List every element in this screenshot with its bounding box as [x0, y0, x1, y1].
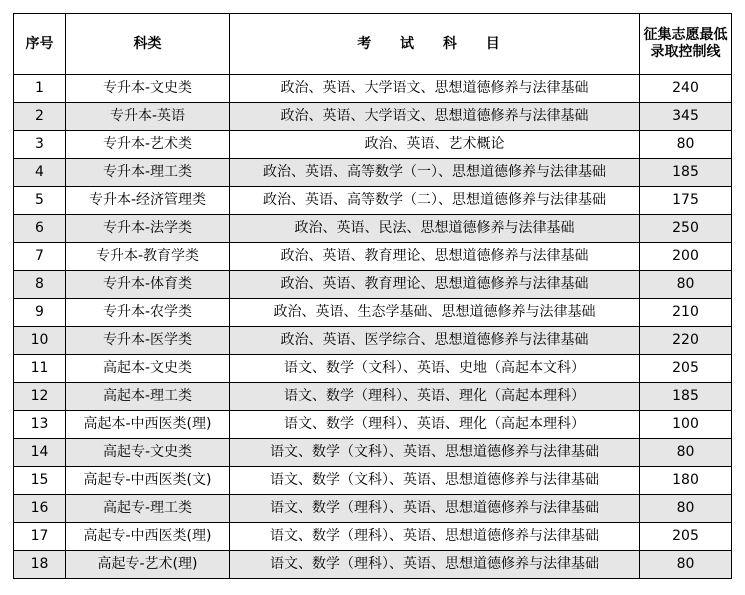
- row-number: 18: [14, 551, 66, 579]
- table-row: [14, 523, 732, 551]
- row-control-score: 80: [640, 495, 732, 523]
- row-control-score: 180: [640, 467, 732, 495]
- row-number: 2: [14, 103, 66, 131]
- row-number: 10: [14, 327, 66, 355]
- row-control-score: 345: [640, 103, 732, 131]
- header-control-line: 征集志愿最低录取控制线: [640, 14, 732, 75]
- row-control-score: 185: [640, 383, 732, 411]
- row-control-score: 250: [640, 215, 732, 243]
- row-subjects: 政治、英语、医学综合、思想道德修养与法律基础: [230, 327, 640, 355]
- row-control-score: 80: [640, 271, 732, 299]
- row-number: 17: [14, 523, 66, 551]
- table-row: [14, 299, 732, 327]
- header-category: 科类: [66, 14, 230, 75]
- row-control-score: 100: [640, 411, 732, 439]
- row-number: 9: [14, 299, 66, 327]
- table-row: [14, 467, 732, 495]
- table-row: [14, 103, 732, 131]
- row-number: 12: [14, 383, 66, 411]
- row-number: 5: [14, 187, 66, 215]
- row-category: 专升本-农学类: [66, 299, 230, 327]
- row-subjects: 政治、英语、艺术概论: [230, 131, 640, 159]
- row-number: 13: [14, 411, 66, 439]
- row-category: 专升本-医学类: [66, 327, 230, 355]
- table-row: [14, 75, 732, 103]
- row-subjects: 语文、数学（理科）、英语、思想道德修养与法律基础: [230, 523, 640, 551]
- header-subjects: 考 试 科 目: [230, 14, 640, 75]
- row-control-score: 200: [640, 243, 732, 271]
- row-subjects: 政治、英语、高等数学（一）、思想道德修养与法律基础: [230, 159, 640, 187]
- row-number: 15: [14, 467, 66, 495]
- row-category: 高起专-文史类: [66, 439, 230, 467]
- row-subjects: 政治、英语、高等数学（二）、思想道德修养与法律基础: [230, 187, 640, 215]
- row-number: 16: [14, 495, 66, 523]
- row-number: 1: [14, 75, 66, 103]
- table-row: [14, 551, 732, 579]
- header-no: 序号: [14, 14, 66, 75]
- row-category: 高起本-文史类: [66, 355, 230, 383]
- table-row: [14, 327, 732, 355]
- table-row: [14, 439, 732, 467]
- row-category: 专升本-教育学类: [66, 243, 230, 271]
- row-category: 高起本-理工类: [66, 383, 230, 411]
- row-control-score: 240: [640, 75, 732, 103]
- table-row: [14, 383, 732, 411]
- row-number: 14: [14, 439, 66, 467]
- row-subjects: 政治、英语、教育理论、思想道德修养与法律基础: [230, 243, 640, 271]
- row-subjects: 语文、数学（理科）、英语、理化（高起本理科）: [230, 411, 640, 439]
- row-control-score: 80: [640, 131, 732, 159]
- table-row: [14, 243, 732, 271]
- row-subjects: 语文、数学（文科）、英语、史地（高起本文科）: [230, 355, 640, 383]
- row-control-score: 220: [640, 327, 732, 355]
- row-subjects: 语文、数学（理科）、英语、理化（高起本理科）: [230, 383, 640, 411]
- row-subjects: 语文、数学（理科）、英语、思想道德修养与法律基础: [230, 495, 640, 523]
- row-number: 3: [14, 131, 66, 159]
- row-number: 11: [14, 355, 66, 383]
- row-category: 专升本-艺术类: [66, 131, 230, 159]
- table-row: [14, 355, 732, 383]
- row-category: 高起专-理工类: [66, 495, 230, 523]
- row-subjects: 政治、英语、教育理论、思想道德修养与法律基础: [230, 271, 640, 299]
- row-subjects: 政治、英语、生态学基础、思想道德修养与法律基础: [230, 299, 640, 327]
- row-category: 专升本-体育类: [66, 271, 230, 299]
- row-control-score: 205: [640, 355, 732, 383]
- row-subjects: 语文、数学（文科）、英语、思想道德修养与法律基础: [230, 467, 640, 495]
- table-row: [14, 411, 732, 439]
- row-category: 高起本-中西医类(理): [66, 411, 230, 439]
- table-row: [14, 495, 732, 523]
- row-control-score: 205: [640, 523, 732, 551]
- row-category: 高起专-中西医类(文): [66, 467, 230, 495]
- table-body: [14, 75, 732, 579]
- row-number: 4: [14, 159, 66, 187]
- row-category: 高起专-中西医类(理): [66, 523, 230, 551]
- row-number: 7: [14, 243, 66, 271]
- row-control-score: 175: [640, 187, 732, 215]
- row-subjects: 政治、英语、大学语文、思想道德修养与法律基础: [230, 103, 640, 131]
- row-control-score: 210: [640, 299, 732, 327]
- row-subjects: 语文、数学（理科）、英语、思想道德修养与法律基础: [230, 551, 640, 579]
- row-number: 8: [14, 271, 66, 299]
- row-number: 6: [14, 215, 66, 243]
- row-subjects: 政治、英语、大学语文、思想道德修养与法律基础: [230, 75, 640, 103]
- row-category: 专升本-经济管理类: [66, 187, 230, 215]
- row-control-score: 185: [640, 159, 732, 187]
- row-category: 高起专-艺术(理): [66, 551, 230, 579]
- row-subjects: 语文、数学（文科）、英语、思想道德修养与法律基础: [230, 439, 640, 467]
- table-row: [14, 271, 732, 299]
- header-row: [14, 14, 732, 75]
- table-row: [14, 131, 732, 159]
- admission-score-table: [13, 13, 732, 579]
- row-category: 专升本-文史类: [66, 75, 230, 103]
- table-row: [14, 215, 732, 243]
- row-control-score: 80: [640, 551, 732, 579]
- row-category: 专升本-英语: [66, 103, 230, 131]
- table-row: [14, 187, 732, 215]
- row-category: 专升本-法学类: [66, 215, 230, 243]
- row-category: 专升本-理工类: [66, 159, 230, 187]
- row-subjects: 政治、英语、民法、思想道德修养与法律基础: [230, 215, 640, 243]
- table-row: [14, 159, 732, 187]
- row-control-score: 80: [640, 439, 732, 467]
